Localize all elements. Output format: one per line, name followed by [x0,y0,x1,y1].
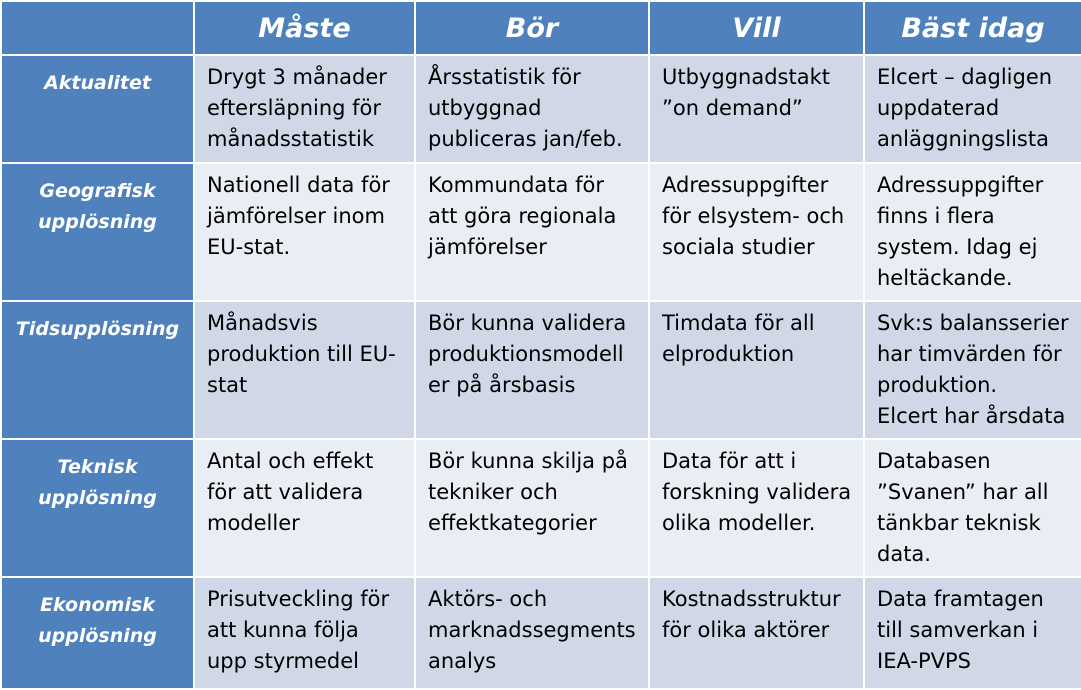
cell-text: Nationell data för jämförelser inom EU-stat. [207,173,390,259]
row-header [1,55,194,163]
table-cell [194,439,415,577]
table-cell [864,439,1081,577]
cell-text: Månadsvis produktion till EU- stat [207,311,396,397]
row-header-label: Tidsupplösning [15,318,180,340]
table-cell [415,163,649,301]
table-row-aktualitet [1,55,1081,163]
cell-text: Utbyggnadstakt ”on demand” [662,65,830,120]
row-header-label: Ekonomisk upplösning [38,594,157,647]
row-header-label: Geografisk upplösning [38,180,157,233]
table-cell [649,55,864,163]
table-row-tidsupplosning [1,301,1081,439]
cell-text: Svk:s balansserier har timvärden för produktion. Elcert har årsdata [877,311,1069,428]
table-cell [415,55,649,163]
cell-text: Antal och effekt för att validera modeller [207,449,374,535]
cell-text: Adressuppgifter finns i flera system. Idag ej heltäckande. [877,173,1044,290]
cell-text: Elcert – dagligen uppdaterad anläggningslista [877,65,1053,151]
cell-text: Bör kunna validera produktionsmodell er på årsbasis [428,311,627,397]
cell-text: Data framtagen till samverkan i IEA-PVPS [877,587,1044,673]
table-cell [864,301,1081,439]
column-header-vill: Vill [649,1,864,55]
cell-text: Adressuppgifter för elsystem- och sociala studier [662,173,845,259]
row-header-label: Aktualitet [44,72,151,94]
row-header [1,163,194,301]
table-cell [649,577,864,689]
row-header [1,577,194,689]
cell-text: Prisutveckling för att kunna följa upp styrmedel [207,587,390,673]
header-corner [1,1,194,55]
header-row [1,1,1081,55]
table-cell [415,577,649,689]
row-header [1,439,194,577]
table-cell [864,577,1081,689]
cell-text: Drygt 3 månader eftersläpning för månadsstatistik [207,65,387,151]
table-row-ekonomisk [1,577,1081,689]
table-row-geografisk [1,163,1081,301]
cell-text: Kostnadsstruktur för olika aktörer [662,587,841,642]
table-cell [194,55,415,163]
column-header-bor: Bör [415,1,649,55]
row-header [1,301,194,439]
cell-text: Årsstatistik för utbyggnad publiceras jan/feb. [428,65,623,151]
cell-text: Kommundata för att göra regionala jämförelser [428,173,617,259]
table-cell [415,301,649,439]
cell-text: Bör kunna skilja på tekniker och effektkategorier [428,449,628,535]
table-cell [194,577,415,689]
cell-text: Databasen ”Svanen” har all tänkbar teknisk data. [877,449,1049,566]
table-cell [649,301,864,439]
cell-text: Aktörs- och marknadssegments analys [428,587,636,673]
table-cell [864,163,1081,301]
table-cell [194,301,415,439]
row-header-label: Teknisk upplösning [38,456,157,509]
table-cell [649,439,864,577]
column-header-bast-idag: Bäst idag [864,1,1081,55]
table-cell [864,55,1081,163]
column-header-maste: Måste [194,1,415,55]
table-row-teknisk [1,439,1081,577]
cell-text: Timdata för all elproduktion [662,311,815,366]
cell-text: Data för att i forskning validera olika modeller. [662,449,852,535]
table-cell [415,439,649,577]
table-cell [194,163,415,301]
table-cell [649,163,864,301]
